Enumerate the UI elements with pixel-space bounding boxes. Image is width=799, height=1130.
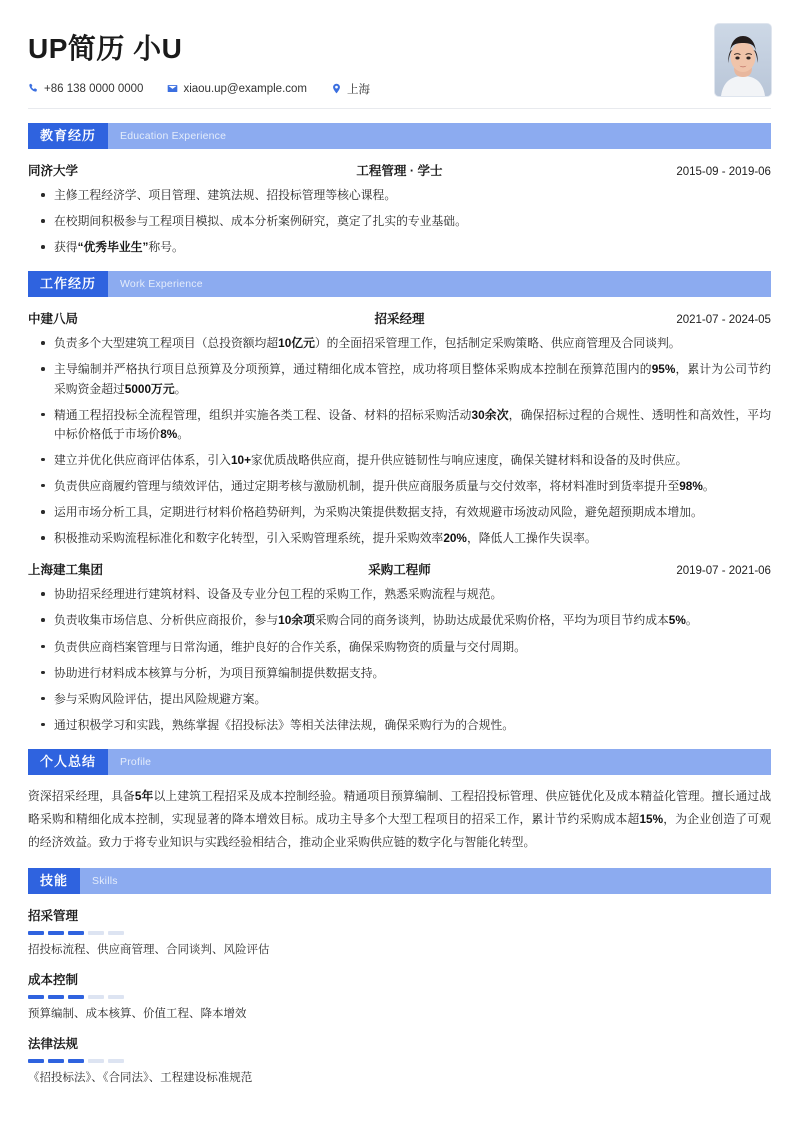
contact-email[interactable] bbox=[167, 83, 307, 95]
section-title-en: Profile bbox=[120, 755, 152, 768]
bullet-item: 运用市场分析工具，定期进行材料价格趋势研判，为采购决策提供数据支持，有效规避市场波动风险，避免超预期成本增加。 bbox=[28, 503, 771, 522]
section-header-profile bbox=[28, 749, 771, 775]
profile-paragraph: 资深招采经理，具备5年以上建筑工程招采及成本控制经验。精通项目预算编制、工程招投标管理、供应链优化及成本精益化管理。擅长通过战略采购和精细化成本控制，实现显著的降本增效目标。成功主导多个大型工程项目的招采工作，累计节约采购成本超15%，为企业创造了可观的经济效益。致力于将专业知识与实践经验相结合，推动企业采购供应链的数字化与智能化转型。 bbox=[28, 788, 771, 849]
skill-level-segment bbox=[48, 931, 64, 935]
section-title-cn: 教育经历 bbox=[28, 123, 108, 149]
entry-date-range: 2021-07 - 2024-05 bbox=[676, 314, 771, 327]
header-divider bbox=[28, 108, 771, 109]
envelope-icon bbox=[167, 83, 178, 94]
entry-header-row bbox=[28, 161, 771, 179]
avatar bbox=[715, 24, 771, 96]
section-title-cn: 个人总结 bbox=[28, 749, 108, 775]
bullet-item: 在校期间积极参与工程项目模拟、成本分析案例研究，奠定了扎实的专业基础。 bbox=[28, 212, 771, 231]
entry-role: 招采经理 bbox=[374, 312, 425, 327]
section-title-en: Education Experience bbox=[120, 130, 227, 142]
contact-row bbox=[28, 81, 771, 97]
skill-level-segment bbox=[88, 995, 104, 999]
skill-level-meter bbox=[28, 995, 771, 999]
bullet-item: 负责供应商档案管理与日常沟通，维护良好的合作关系，确保采购物资的质量与交付周期。 bbox=[28, 638, 771, 657]
skill-level-segment bbox=[88, 1059, 104, 1063]
skill-description: 预算编制、成本核算、价值工程、降本增效 bbox=[28, 1008, 247, 1021]
section-title-en: Work Experience bbox=[120, 278, 203, 291]
section-work bbox=[28, 271, 771, 735]
contact-location-text: 上海 bbox=[347, 83, 370, 96]
skill-item bbox=[28, 970, 771, 1023]
bullet-item: 积极推动采购流程标准化和数字化转型，引入采购管理系统，提升采购效率20%，降低人工操作失误率。 bbox=[28, 529, 771, 548]
entry-role: 工程管理 · 学士 bbox=[356, 164, 443, 178]
experience-entry bbox=[28, 560, 771, 735]
skill-level-segment bbox=[28, 995, 44, 999]
name-line bbox=[28, 34, 771, 65]
entry-date-range: 2019-07 - 2021-06 bbox=[676, 565, 771, 578]
page-title: UP简历 小U bbox=[28, 33, 183, 64]
skill-name: 招采管理 bbox=[28, 908, 79, 923]
skill-item bbox=[28, 1034, 771, 1087]
skill-level-segment bbox=[108, 995, 124, 999]
section-title-en: Skills bbox=[92, 874, 118, 887]
skills-list bbox=[28, 906, 771, 1088]
entry-organization: 上海建工集团 bbox=[28, 563, 104, 578]
contact-phone-text: +86 138 0000 0000 bbox=[44, 82, 144, 95]
section-profile bbox=[28, 749, 771, 854]
skill-level-segment bbox=[68, 995, 84, 999]
bullet-item: 精通工程招投标全流程管理，组织并实施各类工程、设备、材料的招标采购活动30余次，确保招标过程的合规性、透明性和高效性，平均中标价格低于市场价8%。 bbox=[28, 406, 771, 444]
bullet-item: 主导编制并严格执行项目总预算及分项预算，通过精细化成本管控，成功将项目整体采购成本控制在预算范围内的95%，累计为公司节约采购资金超过5000万元。 bbox=[28, 360, 771, 398]
bullet-item: 通过积极学习和实践，熟练掌握《招投标法》等相关法律法规，确保采购行为的合规性。 bbox=[28, 716, 771, 735]
section-education bbox=[28, 123, 771, 257]
skill-level-segment bbox=[108, 931, 124, 935]
entry-organization: 同济大学 bbox=[28, 164, 79, 178]
skill-level-segment bbox=[28, 931, 44, 935]
skill-name: 成本控制 bbox=[28, 973, 79, 988]
section-header-work bbox=[28, 271, 771, 297]
skill-level-segment bbox=[68, 1059, 84, 1063]
skill-item bbox=[28, 906, 771, 959]
skill-level-meter bbox=[28, 931, 771, 935]
bullet-item: 协助进行材料成本核算与分析，为项目预算编制提供数据支持。 bbox=[28, 664, 771, 683]
bullet-item: 协助招采经理进行建筑材料、设备及专业分包工程的采购工作，熟悉采购流程与规范。 bbox=[28, 585, 771, 604]
skill-level-segment bbox=[48, 995, 64, 999]
resume-header bbox=[0, 0, 799, 96]
skill-level-segment bbox=[108, 1059, 124, 1063]
skill-level-meter bbox=[28, 1059, 771, 1063]
contact-phone[interactable] bbox=[28, 83, 143, 95]
experience-entry bbox=[28, 309, 771, 548]
contact-location[interactable] bbox=[331, 81, 370, 97]
entry-bullet-list bbox=[28, 334, 771, 548]
entry-header-row bbox=[28, 560, 771, 578]
skill-level-segment bbox=[88, 931, 104, 935]
entry-bullet-list bbox=[28, 585, 771, 735]
location-pin-icon bbox=[331, 83, 342, 94]
bullet-item: 负责多个大型建筑工程项目（总投资额均超10亿元）的全面招采管理工作，包括制定采购策略、供应商管理及合同谈判。 bbox=[28, 334, 771, 353]
section-skills bbox=[28, 868, 771, 1088]
section-title-cn: 工作经历 bbox=[28, 271, 108, 297]
skill-level-segment bbox=[48, 1059, 64, 1063]
skill-description: 《招投标法》、《合同法》、工程建设标准规范 bbox=[28, 1072, 253, 1085]
bullet-item: 负责供应商履约管理与绩效评估，通过定期考核与激励机制，提升供应商服务质量与交付效率，将材料准时到货率提升至98%。 bbox=[28, 477, 771, 496]
entry-date-range: 2015-09 - 2019-06 bbox=[676, 166, 771, 178]
phone-icon bbox=[28, 83, 39, 94]
contact-email-text: xiaou.up@example.com bbox=[183, 82, 307, 95]
bullet-item: 参与采购风险评估，提出风险规避方案。 bbox=[28, 690, 771, 709]
section-title-cn: 技能 bbox=[28, 868, 80, 894]
skill-description: 招投标流程、供应商管理、合同谈判、风险评估 bbox=[28, 943, 270, 956]
bullet-item: 获得“优秀毕业生”称号。 bbox=[28, 238, 771, 257]
work-entries bbox=[28, 309, 771, 735]
entry-header-row bbox=[28, 309, 771, 327]
bullet-item: 主修工程经济学、项目管理、建筑法规、招投标管理等核心课程。 bbox=[28, 186, 771, 205]
skill-level-segment bbox=[68, 931, 84, 935]
skill-level-segment bbox=[28, 1059, 44, 1063]
entry-bullet-list bbox=[28, 186, 771, 257]
skill-name: 法律法规 bbox=[28, 1037, 79, 1052]
education-entries bbox=[28, 161, 771, 257]
experience-entry bbox=[28, 161, 771, 257]
entry-organization: 中建八局 bbox=[28, 312, 79, 327]
entry-role: 采购工程师 bbox=[368, 563, 431, 578]
bullet-item: 建立并优化供应商评估体系，引入10+家优质战略供应商，提升供应链韧性与响应速度，确保关键材料和设备的及时供应。 bbox=[28, 451, 771, 470]
section-header-skills bbox=[28, 868, 771, 894]
bullet-item: 负责收集市场信息、分析供应商报价，参与10余项采购合同的商务谈判，协助达成最优采购价格，平均为项目节约成本5%。 bbox=[28, 611, 771, 630]
section-header-education bbox=[28, 123, 771, 149]
